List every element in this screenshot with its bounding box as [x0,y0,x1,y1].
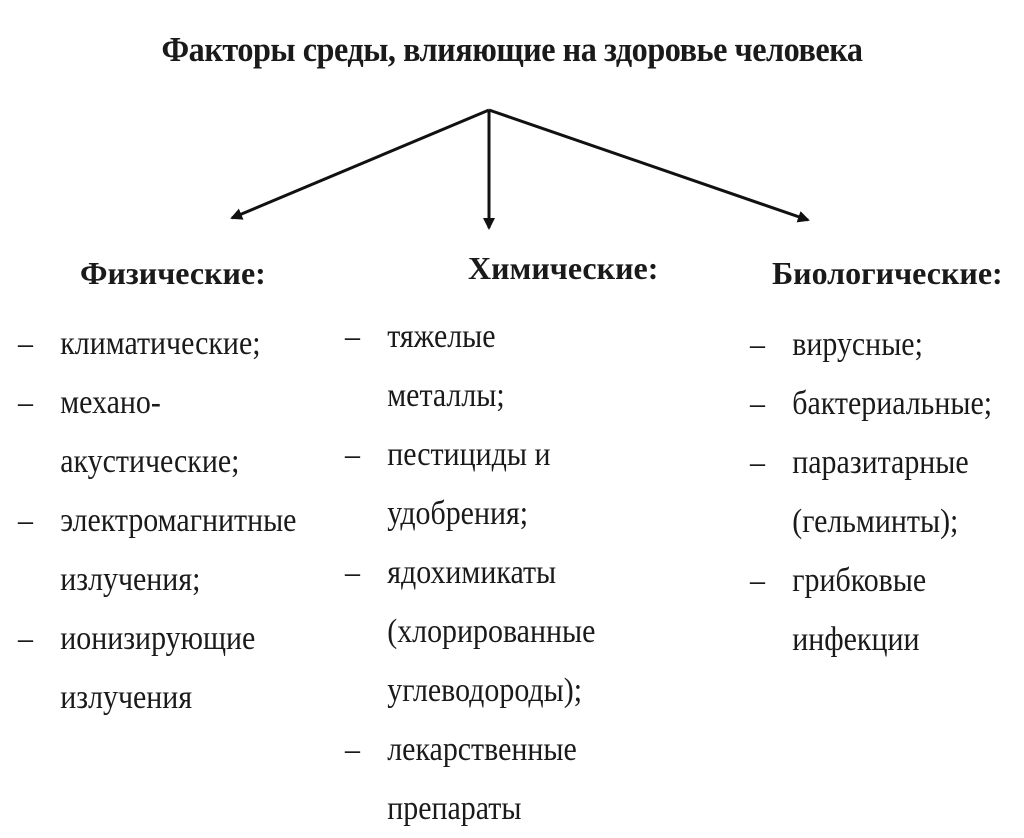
diagram-title: Факторы среды, влияющие на здоровье человека [161,30,863,69]
item-line: ядохимикаты [387,554,557,591]
list-item [345,720,609,838]
list-item [750,315,1014,374]
item-line: электромагнитные [60,502,297,539]
list-item [750,374,1014,433]
dash-bullet: – [345,436,360,473]
dash-bullet: – [345,731,360,768]
dash-bullet: – [18,384,33,421]
list-chemical [345,307,645,838]
arrow-to-physical [232,110,489,218]
item-line: тяжелые металлы; [387,318,505,414]
dash-bullet: – [18,325,33,362]
list-item [750,433,1014,551]
heading-biological: Биологические: [772,255,1003,291]
list-item [345,425,609,543]
dash-bullet: – [18,620,33,657]
item-line: лекарственные [387,731,577,768]
dash-bullet: – [750,385,765,422]
item-line: углеводороды); [387,672,583,709]
dash-bullet: – [750,562,765,599]
list-item [18,609,282,727]
heading-chemical: Химические: [468,250,659,286]
item-line: излучения [60,679,193,716]
list-item [345,307,609,425]
list-biological [750,315,1024,669]
item-line: паразитарные [792,444,969,481]
item-line: пестициды и удобрения; [387,436,551,532]
item-line: бактериальные; [792,385,993,422]
dash-bullet: – [18,502,33,539]
list-physical [18,314,318,727]
arrow-to-biological [489,110,808,220]
dash-bullet: – [750,444,765,481]
dash-bullet: – [345,554,360,591]
item-line: (хлорированные [387,613,596,650]
item-line: инфекции [792,621,920,658]
list-item [18,491,297,609]
item-line: акустические; [60,443,240,480]
item-line: вирусные; [792,326,923,363]
list-item [750,551,1014,669]
item-line: (гельминты); [792,503,959,540]
item-line: грибковые [792,562,927,599]
list-item [345,543,609,720]
item-line: препараты [387,790,522,827]
list-item [18,314,282,373]
dash-bullet: – [750,326,765,363]
item-line: механо- [60,384,161,421]
item-line: ионизирующие [60,620,256,657]
item-line: климатические; [60,325,261,362]
dash-bullet: – [345,318,360,355]
list-item [18,373,282,491]
heading-physical: Физические: [80,255,266,291]
item-line: излучения; [60,561,201,598]
